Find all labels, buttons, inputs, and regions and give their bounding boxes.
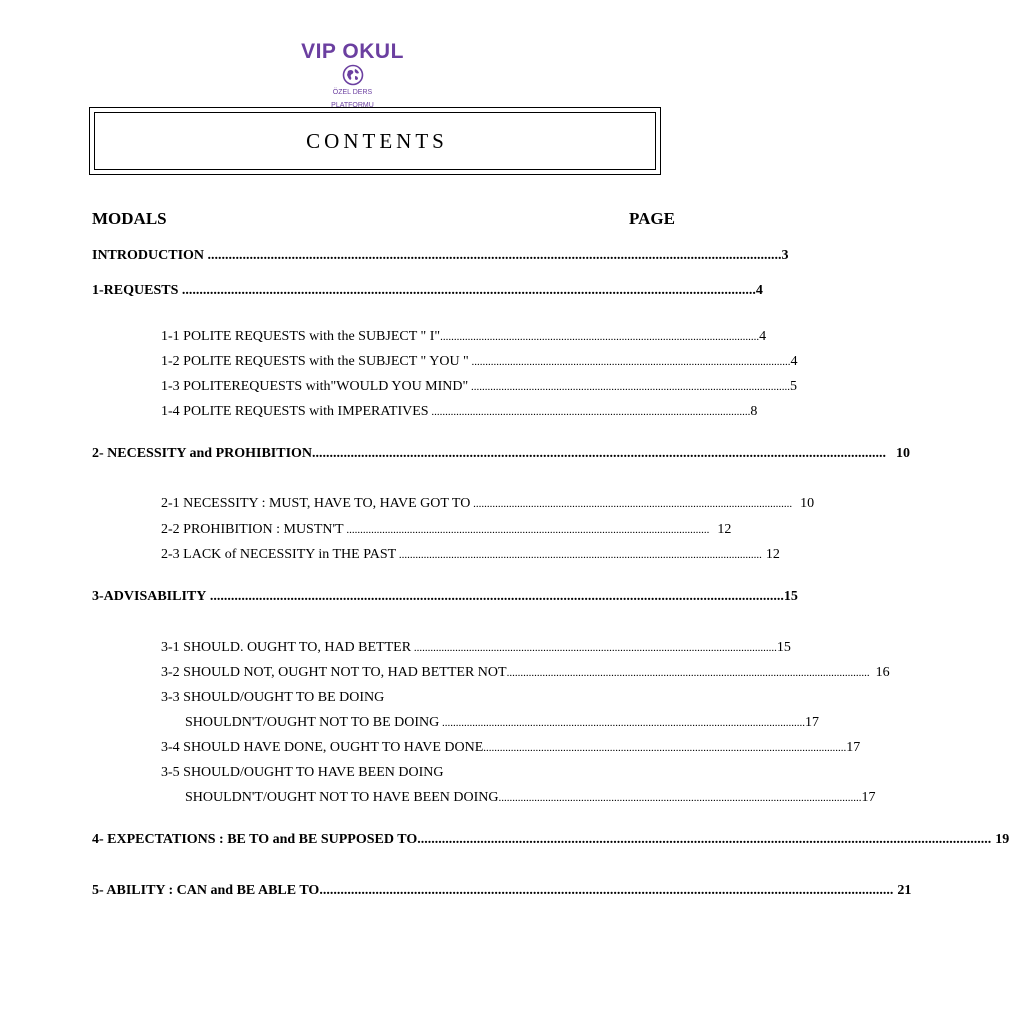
toc-entry-page: 5 [789, 379, 797, 394]
toc-entry-advisability[interactable] [92, 589, 798, 605]
toc-entry-page: 12 [765, 547, 780, 562]
toc-entry-label: 3-1 SHOULD. OUGHT TO, HAD BETTER [161, 640, 412, 655]
leader-dots: .................................................................................................................................... [498, 792, 862, 804]
toc-entry-label: 1-3 POLITEREQUESTS with"WOULD YOU MIND" [161, 379, 469, 394]
toc-subentry-3-3[interactable] [185, 715, 820, 731]
toc-entry-label: 1-2 POLITE REQUESTS with the SUBJECT " YOU " [161, 354, 469, 369]
toc-entry-page: 4 [755, 283, 763, 298]
toc-entry-label: 5- ABILITY : CAN and BE ABLE TO [92, 883, 320, 898]
toc-subentry-2-1[interactable] [161, 496, 815, 512]
toc-entry-label: 3-4 SHOULD HAVE DONE, OUGHT TO HAVE DONE [161, 740, 484, 755]
toc-entry-page: 15 [776, 640, 791, 655]
leader-dots: .................................................................................................................................... [506, 667, 870, 679]
toc-entry-page: 16 [875, 665, 890, 680]
title-inner-border [94, 112, 656, 170]
leader-dots: .................................................................................................................................... [411, 642, 777, 654]
toc-entry-page: 10 [896, 446, 911, 461]
title-box [89, 107, 661, 175]
toc-subentry-1-1[interactable] [161, 329, 767, 345]
toc-entry-label: 1-REQUESTS [92, 283, 179, 298]
leader-dots: .................................................................................................................... [470, 498, 793, 510]
toc-entry-label: 3-ADVISABILITY [92, 589, 207, 604]
logo-subtitle: ÖZEL DERS [332, 89, 373, 96]
toc-subentry-3-5[interactable] [185, 790, 876, 806]
leader-dots: .................................................................................................................................................................... [178, 283, 756, 298]
toc-entry-page: 12 [717, 522, 732, 537]
toc-entry-page: 17 [805, 715, 820, 730]
leader-dots: .................................................................................................................... [468, 381, 790, 393]
toc-entry-page: 21 [897, 883, 912, 898]
toc-entry-label: 1-1 POLITE REQUESTS with the SUBJECT " I" [161, 329, 441, 344]
toc-entry-expectations[interactable] [92, 832, 1009, 848]
logo-title: VIP OKUL [301, 40, 404, 63]
toc-entry-label: 2-3 LACK of NECESSITY in THE PAST [161, 547, 397, 562]
toc-subentry-2-3[interactable] [161, 547, 780, 563]
toc-subentry-3-4[interactable] [161, 740, 861, 756]
toc-entry-label: SHOULDN'T/OUGHT NOT TO HAVE BEEN DOING [185, 790, 499, 805]
toc-entry-label: 2-2 PROHIBITION : MUSTN'T [161, 522, 344, 537]
leader-dots: .................................................................................................................................... [483, 742, 847, 754]
leader-dots: .................................................................................................................... [428, 406, 751, 418]
toc-subentry-2-2[interactable] [161, 522, 732, 538]
toc-subentry-3-2[interactable] [161, 665, 890, 681]
toc-entry-page: 10 [800, 496, 815, 511]
toc-entry-label: 1-4 POLITE REQUESTS with IMPERATIVES [161, 404, 429, 419]
toc-subentry-1-4[interactable] [161, 404, 758, 420]
toc-entry-page: 4 [759, 329, 767, 344]
toc-entry-page: 3 [781, 248, 789, 263]
toc-entry-label: SHOULDN'T/OUGHT NOT TO BE DOING [185, 715, 440, 730]
toc-subentry-1-3[interactable] [161, 379, 797, 395]
toc-entry-label: INTRODUCTION [92, 248, 205, 263]
leader-dots: .................................................................................................................................... [439, 717, 806, 729]
toc-entry-page: 15 [783, 589, 798, 604]
toc-entry-label: 4- EXPECTATIONS : BE TO and BE SUPPOSED TO [92, 832, 418, 847]
toc-entry-requests[interactable] [92, 283, 763, 299]
leader-dots: .................................................................................................................................................................... [417, 832, 992, 847]
toc-subentry-1-2[interactable] [161, 354, 798, 370]
leader-dots: .................................................................................................................................................................... [204, 248, 782, 263]
logo-subtitle-cut: PLATFORMU [331, 102, 374, 109]
toc-entry-page: 17 [846, 740, 861, 755]
leader-dots: .................................................................................................................................... [343, 524, 710, 536]
toc-entry-label: 2-1 NECESSITY : MUST, HAVE TO, HAVE GOT TO [161, 496, 471, 511]
toc-entry-necessity[interactable] [92, 446, 911, 462]
leader-dots: .................................................................................................................... [468, 356, 791, 368]
page-title: CONTENTS [306, 128, 448, 153]
toc-entry-page: 8 [750, 404, 758, 419]
toc-entry-label: 2- NECESSITY and PROHIBITION [92, 446, 313, 461]
toc-entry-ability[interactable] [92, 883, 912, 899]
toc-subentry-3-1[interactable] [161, 640, 791, 656]
toc-subentry-3-3-line1[interactable]: 3-3 SHOULD/OUGHT TO BE DOING [161, 690, 385, 705]
leader-dots: .................................................................................................................................................................... [319, 883, 894, 898]
toc-entry-page: 19 [995, 832, 1009, 847]
leader-dots: .................................................................................................................................... [396, 549, 762, 561]
toc-subentry-3-5-line1[interactable]: 3-5 SHOULD/OUGHT TO HAVE BEEN DOING [161, 765, 444, 780]
page-header: PAGE [629, 209, 675, 228]
toc-entry-page: 4 [790, 354, 798, 369]
leader-dots: .................................................................................................................... [440, 331, 760, 343]
toc-entry-page: 17 [861, 790, 876, 805]
toc-entry-label: 3-2 SHOULD NOT, OUGHT NOT TO, HAD BETTER NOT [161, 665, 507, 680]
leader-dots: .................................................................................................................................................................... [312, 446, 887, 461]
leader-dots: .................................................................................................................................................................... [206, 589, 784, 604]
logo [290, 40, 415, 109]
toc-entry-introduction[interactable] [92, 248, 789, 264]
modals-header: MODALS [92, 209, 167, 228]
globe-icon [342, 64, 364, 86]
